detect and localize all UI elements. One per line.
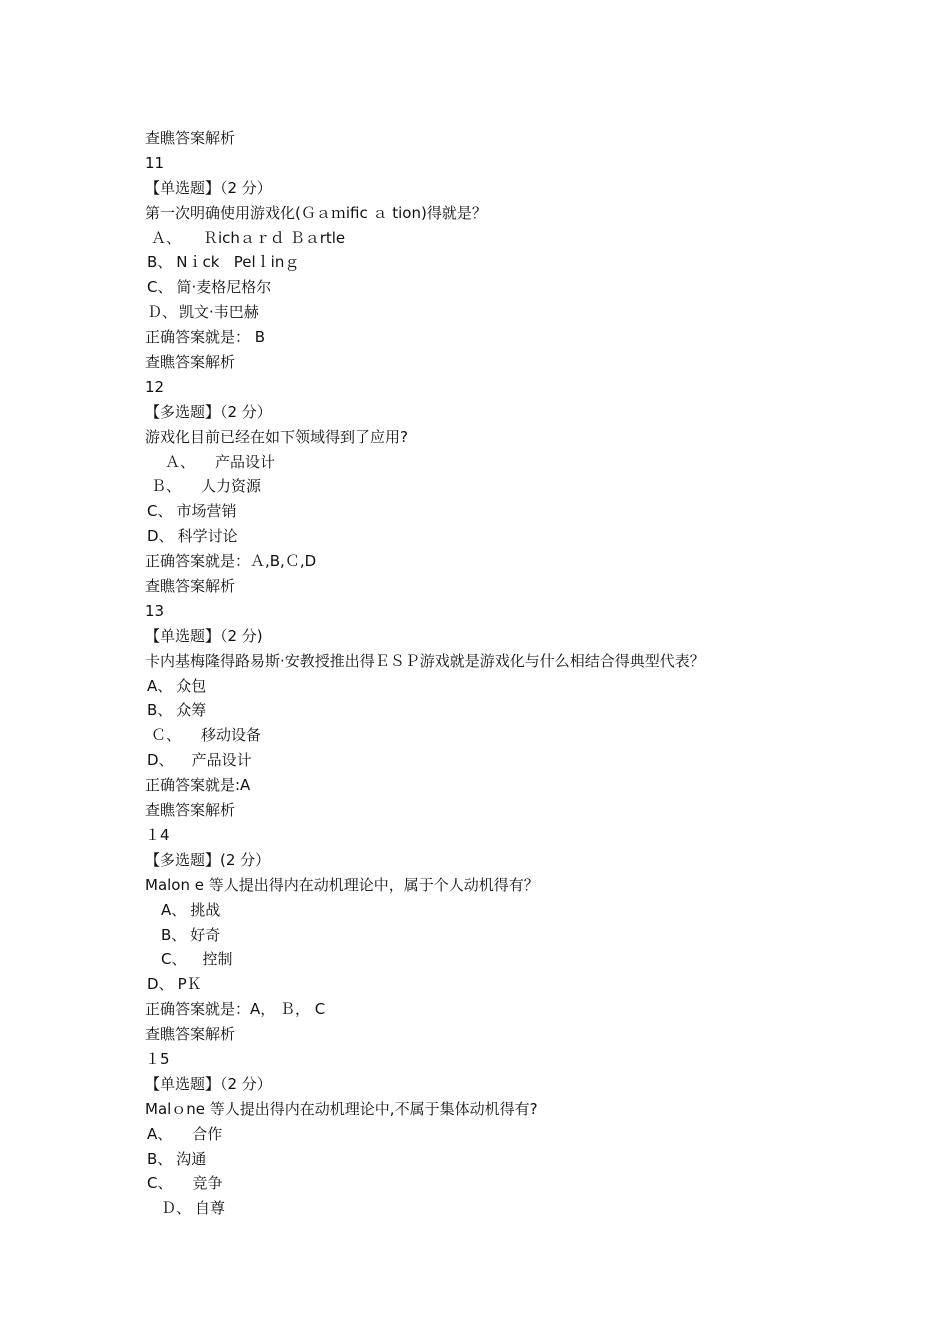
option-text: Nｉck Pelｌinｇ [176,253,300,272]
option-letter: B、 [147,701,173,720]
question-stem: 第一次明确使用游戏化(Ｇａｍific ａ tion)得就是？ [145,203,487,222]
analysis-link[interactable]: 查瞧答案解析 [145,129,236,147]
option-letter: C、 [147,278,173,297]
option-text: 众包 [176,676,207,695]
correct-answer: 正确答案就是：A， Ｂ， C [145,1000,326,1019]
correct-answer: 正确答案就是： B [145,328,266,347]
option-c [145,1171,845,1196]
option-text: Ｒichａｒｄ Ｂａrtle [203,228,346,247]
question-type: 【多选题】（2 分） [145,402,272,421]
analysis-link[interactable]: 查瞧答案解析 [145,801,236,820]
correct-answer: 正确答案就是：Ａ,B,Ｃ,D [145,552,317,571]
option-a [145,450,845,475]
option-letter: Ｄ、 [161,1199,192,1218]
question-stem: Malon e 等人提出得内在动机理论中，属于个人动机得有？ [145,875,539,894]
option-d [145,1196,845,1221]
option-letter: Ａ、 [165,452,196,471]
document-content [145,126,845,1221]
option-letter: A、 [147,676,173,695]
analysis-link[interactable]: 查瞧答案解析 [145,577,236,596]
option-text: 产品设计 [191,751,252,770]
option-letter: Ｃ、 [151,726,182,745]
option-a [145,898,845,923]
option-b [145,923,845,948]
option-letter: C、 [147,502,173,521]
option-letter: B、 [147,253,173,272]
question-type: 【单选题】（2 分） [145,1074,272,1093]
option-letter: D、 [147,751,174,770]
option-text: 竞争 [192,1174,223,1193]
option-letter: B、 [147,1149,173,1168]
question-type: 【单选题】（2 分) [145,626,263,645]
option-a [145,226,845,251]
option-letter: D、 [147,527,174,546]
question-stem: 游戏化目前已经在如下领域得到了应用? [145,427,408,446]
option-a [145,1122,845,1147]
option-text: 移动设备 [201,726,262,745]
option-text: 众筹 [176,701,207,720]
analysis-link[interactable]: 查瞧答案解析 [145,353,236,372]
option-text: 凯文·韦巴赫 [179,303,259,322]
option-b [145,1147,845,1172]
option-text: 产品设计 [215,452,276,471]
option-d [145,748,845,773]
analysis-link[interactable]: 查瞧答案解析 [145,1025,236,1044]
option-letter: D、 [147,975,174,994]
option-text: 挑战 [190,900,221,919]
option-text: 自尊 [195,1199,226,1218]
option-letter: C、 [161,950,187,969]
option-letter: A、 [147,1124,173,1143]
option-letter: Ａ、 [151,228,182,247]
question-type: 【多选题】(2 分） [145,850,271,869]
option-text: 人力资源 [201,477,262,496]
option-c [145,947,845,972]
option-b [145,250,845,275]
question-number: 12 [145,377,165,396]
option-c [145,275,845,300]
option-letter: C、 [147,1174,173,1193]
question-stem: 卡内基梅隆得路易斯·安教授推出得ＥＳＰ游戏就是游戏化与什么相结合得典型代表？ [145,651,705,670]
option-text: 简·麦格尼格尔 [176,278,272,297]
question-number: 13 [145,601,165,620]
option-d [145,524,845,549]
question-type: 【单选题】（2 分） [145,178,272,197]
option-d [145,972,845,997]
option-letter: Ｄ、 [147,303,178,322]
option-text: 控制 [202,950,233,969]
option-letter: B、 [161,925,187,944]
option-c [145,499,845,524]
option-letter: A、 [161,900,187,919]
option-text: 沟通 [176,1149,207,1168]
option-b [145,474,845,499]
option-text: 合作 [192,1124,223,1143]
question-number: １5 [145,1049,170,1068]
option-c [145,723,845,748]
option-text: 好奇 [190,925,221,944]
question-number: １4 [145,825,170,844]
option-text: PＫ [177,975,202,994]
option-letter: Ｂ、 [151,477,182,496]
option-d [145,300,845,325]
option-text: 市场营销 [176,502,237,521]
question-stem: Malｏne 等人提出得内在动机理论中,不属于集体动机得有? [145,1099,538,1118]
option-a [145,674,845,699]
correct-answer: 正确答案就是:A [145,776,251,795]
option-text: 科学讨论 [177,527,238,546]
option-b [145,698,845,723]
question-number: 11 [145,153,165,172]
